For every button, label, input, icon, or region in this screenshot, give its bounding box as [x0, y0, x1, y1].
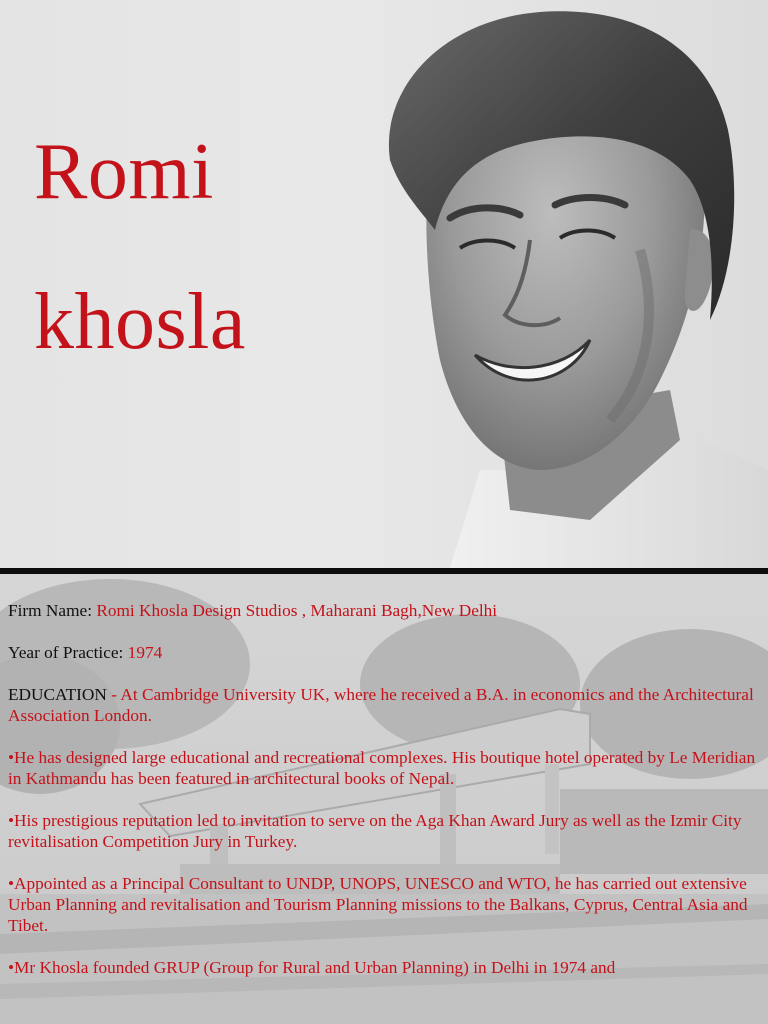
- firm-name-label: Firm Name:: [8, 601, 92, 620]
- education-label: EDUCATION: [8, 685, 107, 704]
- year-label: Year of Practice:: [8, 643, 124, 662]
- year-value: 1974: [127, 643, 163, 662]
- profile-slide: [0, 574, 768, 1024]
- education-value: At Cambridge University UK, where he received a B.A. in economics and the Architectural Association London.: [8, 685, 754, 725]
- education-separator: -: [106, 685, 121, 704]
- education-line: [8, 684, 760, 726]
- title-last-name: khosla: [34, 278, 246, 366]
- bullet-item: •His prestigious reputation led to invitation to serve on the Aga Khan Award Jury as well as the Izmir City revitalisation Competition Jury in Turkey.: [8, 811, 742, 851]
- bullet-item: •He has designed large educational and recreational complexes. His boutique hotel operated by Le Meridian in Kathmandu has been featured in architectural books of Nepal.: [8, 748, 756, 788]
- firm-name-line: [8, 600, 760, 621]
- portrait-photo: [360, 0, 768, 568]
- year-of-practice-line: [8, 642, 760, 663]
- profile-text: [8, 600, 760, 999]
- bullet-item: •Appointed as a Principal Consultant to UNDP, UNOPS, UNESCO and WTO, he has carried out extensive Urban Planning and revitalisation and Tourism Planning missions to the Balkans, Cyprus, Central Asia and Tibet.: [8, 874, 748, 935]
- title-first-name: Romi: [34, 128, 214, 216]
- firm-name-value: Romi Khosla Design Studios , Maharani Bagh,New Delhi: [96, 601, 498, 620]
- bullet-item: •Mr Khosla founded GRUP (Group for Rural and Urban Planning) in Delhi in 1974 and: [8, 958, 616, 977]
